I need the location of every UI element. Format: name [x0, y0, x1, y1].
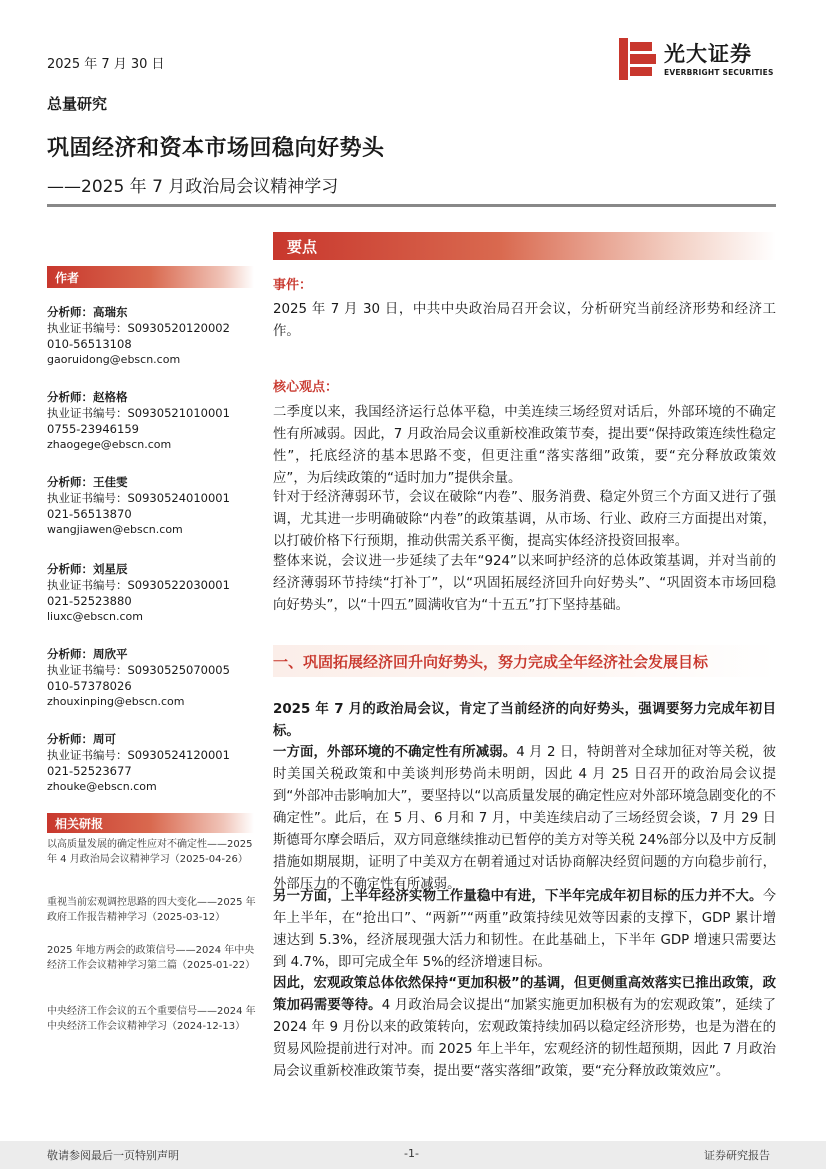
event-heading: 事件： — [273, 278, 313, 293]
paragraph-1-bold: 一方面，外部环境的不确定性有所减弱。 — [273, 745, 517, 760]
paragraph-3-body: 4 月政治局会议提出“加紧实施更加积极有为的宏观政策”，延续了 2024 年 9 月份以来的政策转向，宏观政策持续加码以稳定经济形势，也是为潜在的贸易风险提前进行对冲。而 2025 年上半年，宏观经济的韧性超预期，因此 7 月政治局会议重新校准政策节奏，提出要“落实落细”政策，要“充分释放政策效应”。 — [273, 998, 777, 1079]
analyst-cert: 执业证书编号：S0930524010001 — [47, 491, 230, 505]
analyst-phone: 021-56513870 — [47, 507, 132, 521]
section-1-paragraph-1 — [273, 742, 776, 896]
logo-chinese-name: 光大证券 — [664, 42, 752, 66]
report-category: 总量研究 — [47, 95, 108, 113]
analyst-cert: 执业证书编号：S0930521010001 — [47, 406, 230, 420]
related-report-link[interactable]: 以高质量发展的确定性应对不确定性——2025 年 4 月政治局会议精神学习（2025-04-26） — [47, 839, 253, 865]
analyst-card — [47, 474, 257, 538]
analyst-cert: 执业证书编号：S0930522030001 — [47, 578, 230, 592]
analyst-cert: 执业证书编号：S0930524120001 — [47, 748, 230, 762]
footer-disclaimer[interactable]: 敬请参阅最后一页特别声明 — [47, 1149, 179, 1162]
analyst-email[interactable]: zhouke@ebscn.com — [47, 780, 157, 793]
section-1-lead: 2025 年 7 月的政治局会议，肯定了当前经济的向好势头，强调要努力完成年初目标。 — [273, 702, 776, 739]
analyst-name: 分析师：赵格格 — [47, 390, 128, 404]
section-1-paragraph-3 — [273, 973, 776, 1083]
related-report-link[interactable]: 中央经济工作会议的五个重要信号——2024 年中央经济工作会议精神学习（2024-12-13） — [47, 1006, 256, 1032]
analyst-card — [47, 389, 257, 453]
analyst-phone: 0755-23946159 — [47, 422, 139, 436]
analyst-cert: 执业证书编号：S0930525070005 — [47, 663, 230, 677]
event-text: 2025 年 7 月 30 日，中共中央政治局召开会议，分析研究当前经济形势和经济工作。 — [273, 302, 776, 339]
related-report-link[interactable]: 2025 年地方两会的政策信号——2024 年中央经济工作会议精神学习第二篇（2025-01-22） — [47, 945, 256, 971]
analyst-name: 分析师：周可 — [47, 732, 116, 746]
related-report-link[interactable]: 重视当前宏观调控思路的四大变化——2025 年政府工作报告精神学习（2025-03-12） — [47, 897, 256, 923]
page-number: -1- — [404, 1147, 419, 1160]
footer-report-type: 证券研究报告 — [704, 1149, 770, 1162]
core-paragraph-2: 针对于经济薄弱环节，会议在破除“内卷”、服务消费、稳定外贸三个方面又进行了强调，尤其进一步明确破除“内卷”的政策基调，从市场、行业、政府三方面提出对策，以打破价格下行预期，推动供需关系平衡，提高实体经济投资回报率。 — [273, 490, 776, 549]
analyst-phone: 010-56513108 — [47, 337, 132, 351]
report-date: 2025 年 7 月 30 日 — [47, 57, 165, 72]
logo-english-name: EVERBRIGHT SECURITIES — [664, 68, 774, 77]
section-1-title: 一、巩固拓展经济回升向好势头，努力完成全年经济社会发展目标 — [273, 653, 709, 671]
related-reports-label: 相关研报 — [55, 817, 104, 831]
analyst-cert: 执业证书编号：S0930520120002 — [47, 321, 230, 335]
core-view-heading: 核心观点： — [273, 380, 339, 395]
analyst-phone: 021-52523880 — [47, 594, 132, 608]
analyst-name: 分析师：王佳雯 — [47, 475, 128, 489]
paragraph-3-bold: 因此，宏观政策总体依然保持“更加积极”的基调，但更侧重高效落实已推出政策，政策加码需要等待。 — [273, 976, 776, 1013]
analyst-email[interactable]: wangjiawen@ebscn.com — [47, 523, 183, 536]
analyst-card — [47, 646, 257, 710]
paragraph-1-body: 4 月 2 日，特朗普对全球加征对等关税，彼时美国关税政策和中美谈判形势尚未明朗，因此 4 月 25 日召开的政治局会议提到“外部冲击影响加大”，要坚持以“以高质量发展的确定性应对外部环境急剧变化的不确定性”。此后，在 5 月、6 月和 7 月，中美连续启动了三场经贸会谈，7 月 29 日斯德哥尔摩会晤后，双方同意继续推动已暂停的美方对等关税 24%部分以及中方反制措施如期展期，证明了中美双方在朝着通过对话协商解决经贸问题的方向稳步前行，外部压力的不确定性有所减弱。 — [273, 745, 777, 892]
everbright-logo-icon — [617, 38, 657, 80]
paragraph-2-bold: 另一方面，上半年经济实物工作量稳中有进，下半年完成年初目标的压力并不大。 — [273, 889, 763, 904]
title-divider — [47, 204, 776, 207]
authors-label: 作者 — [55, 271, 80, 285]
keypoints-banner — [273, 232, 776, 260]
analyst-phone: 010-57378026 — [47, 679, 132, 693]
analyst-card — [47, 561, 257, 625]
analyst-email[interactable]: zhouxinping@ebscn.com — [47, 695, 185, 708]
report-title: 巩固经济和资本市场回稳向好势头 — [47, 136, 385, 161]
analyst-email[interactable]: gaoruidong@ebscn.com — [47, 353, 181, 366]
core-paragraph-1: 二季度以来，我国经济运行总体平稳，中美连续三场经贸对话后，外部环境的不确定性有所减弱。因此，7 月政治局会议重新校准政策节奏，提出要“保持政策连续性稳定性”，托底经济的基本思路不变，但更注重“落实落细”政策，要“充分释放政策效应”，为后续政策的“适时加力”提供余量。 — [273, 405, 776, 486]
analyst-name: 分析师：周欣平 — [47, 647, 128, 661]
analyst-email[interactable]: liuxc@ebscn.com — [47, 610, 143, 623]
paragraph-2-body: 今年上半年，在“抢出口”、“两新”“两重”政策持续见效等因素的支撑下，GDP 累计增速达到 5.3%，经济展现强大活力和韧性。在此基础上，下半年 GDP 增速只需要达到 4.7%，即可完成全年 5%的经济增速目标。 — [273, 889, 776, 970]
analyst-email[interactable]: zhaogege@ebscn.com — [47, 438, 172, 451]
analyst-phone: 021-52523677 — [47, 764, 132, 778]
brand-logo — [617, 38, 657, 80]
analyst-card — [47, 731, 257, 795]
report-subtitle: ——2025 年 7 月政治局会议精神学习 — [47, 177, 339, 197]
analyst-name: 分析师：刘星辰 — [47, 562, 128, 576]
keypoints-label: 要点 — [287, 238, 318, 256]
analyst-name: 分析师：高瑞东 — [47, 305, 128, 319]
section-1-paragraph-2 — [273, 886, 776, 974]
core-paragraph-3: 整体来说，会议进一步延续了去年“924”以来呵护经济的总体政策基调，并对当前的经济薄弱环节持续“打补丁”，以“巩固拓展经济回升向好势头”、“巩固资本市场回稳向好势头”，以“十四五”圆满收官为“十五五”打下坚持基础。 — [273, 554, 776, 613]
analyst-card — [47, 304, 257, 368]
